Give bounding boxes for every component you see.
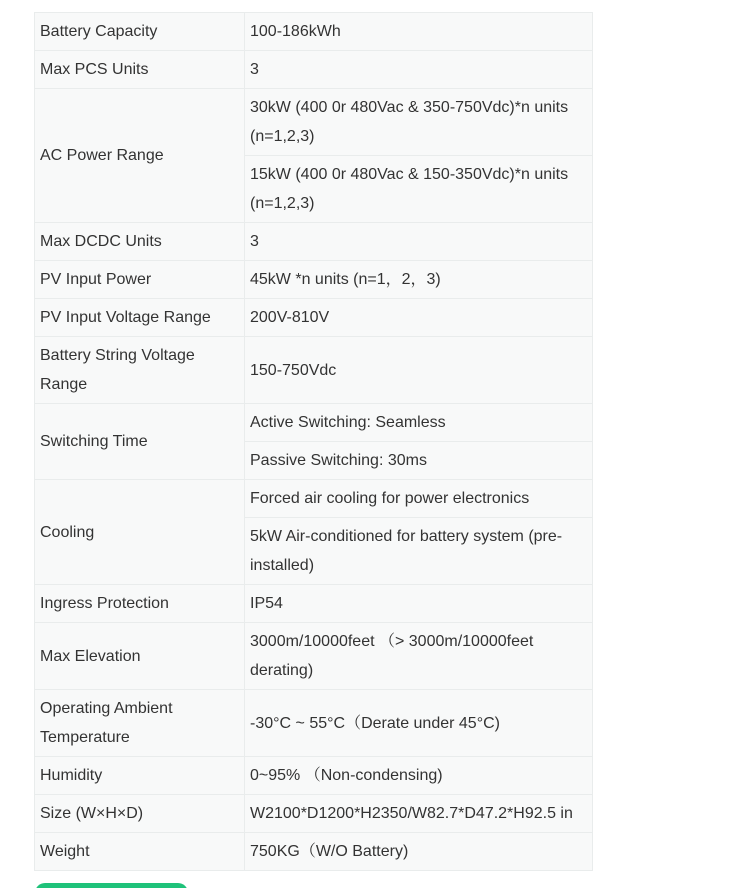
- spec-label-battery-string-voltage-range: Battery String Voltage Range: [35, 337, 245, 404]
- spec-label-pv-input-power: PV Input Power: [35, 261, 245, 299]
- spec-value-pv-input-voltage-range: 200V-810V: [245, 299, 593, 337]
- table-row: [35, 585, 593, 623]
- spec-label-size: Size (W×H×D): [35, 795, 245, 833]
- spec-label-switching-time: Switching Time: [35, 404, 245, 480]
- spec-label-pv-input-voltage-range: PV Input Voltage Range: [35, 299, 245, 337]
- spec-value-humidity: 0~95% （Non-condensing): [245, 757, 593, 795]
- spec-value-switching-time-1: Active Switching: Seamless: [245, 404, 593, 442]
- spec-value-ac-power-range-2: 15kW (400 0r 480Vac & 150-350Vdc)*n units (n=1,2,3): [245, 156, 593, 223]
- spec-label-max-dcdc-units: Max DCDC Units: [35, 223, 245, 261]
- spec-label-ingress-protection: Ingress Protection: [35, 585, 245, 623]
- table-row: [35, 261, 593, 299]
- spec-value-max-elevation: 3000m/10000feet （> 3000m/10000feet derating): [245, 623, 593, 690]
- spec-value-switching-time-2: Passive Switching: 30ms: [245, 442, 593, 480]
- spec-value-battery-capacity: 100-186kWh: [245, 13, 593, 51]
- cta-button[interactable]: [35, 883, 188, 888]
- table-row: [35, 833, 593, 871]
- table-row: [35, 404, 593, 442]
- table-row: [35, 13, 593, 51]
- table-row: [35, 757, 593, 795]
- spec-value-ac-power-range-1: 30kW (400 0r 480Vac & 350-750Vdc)*n units (n=1,2,3): [245, 89, 593, 156]
- table-row: [35, 223, 593, 261]
- table-row: [35, 690, 593, 757]
- spec-value-cooling-1: Forced air cooling for power electronics: [245, 480, 593, 518]
- table-row: [35, 51, 593, 89]
- spec-label-humidity: Humidity: [35, 757, 245, 795]
- spec-value-ingress-protection: IP54: [245, 585, 593, 623]
- table-row: [35, 299, 593, 337]
- spec-label-max-elevation: Max Elevation: [35, 623, 245, 690]
- table-row: [35, 623, 593, 690]
- spec-label-ac-power-range: AC Power Range: [35, 89, 245, 223]
- table-row: [35, 795, 593, 833]
- specifications-table: [34, 12, 593, 871]
- spec-value-battery-string-voltage-range: 150-750Vdc: [245, 337, 593, 404]
- spec-label-cooling: Cooling: [35, 480, 245, 585]
- spec-value-max-dcdc-units: 3: [245, 223, 593, 261]
- table-row: [35, 337, 593, 404]
- spec-value-max-pcs-units: 3: [245, 51, 593, 89]
- spec-label-operating-ambient-temperature: Operating Ambient Temperature: [35, 690, 245, 757]
- spec-value-operating-ambient-temperature: -30°C ~ 55°C（Derate under 45°C): [245, 690, 593, 757]
- spec-label-max-pcs-units: Max PCS Units: [35, 51, 245, 89]
- spec-value-size: W2100*D1200*H2350/W82.7*D47.2*H92.5 in: [245, 795, 593, 833]
- spec-value-pv-input-power: 45kW *n units (n=1，2，3): [245, 261, 593, 299]
- table-row: [35, 480, 593, 518]
- spec-label-weight: Weight: [35, 833, 245, 871]
- spec-label-battery-capacity: Battery Capacity: [35, 13, 245, 51]
- spec-value-weight: 750KG（W/O Battery): [245, 833, 593, 871]
- table-row: [35, 89, 593, 156]
- spec-value-cooling-2: 5kW Air-conditioned for battery system (pre-installed): [245, 518, 593, 585]
